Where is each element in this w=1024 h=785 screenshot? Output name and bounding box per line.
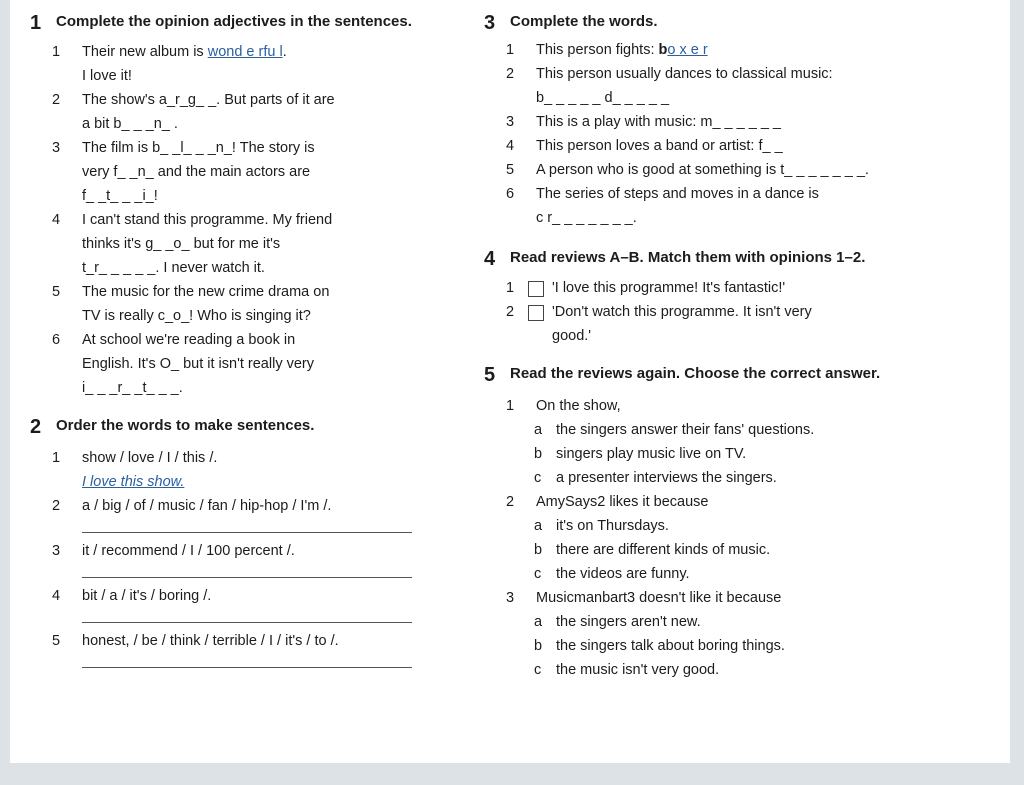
answer-option[interactable]: c the music isn't very good.	[534, 662, 720, 678]
left-column	[30, 8, 460, 674]
question: 1 On the show,	[506, 398, 621, 414]
list-item: 1 This person fights: bo x e r	[506, 42, 708, 58]
exercise-title: Read reviews A–B. Match them with opinions 1–2.	[510, 249, 866, 266]
answer-checkbox[interactable]	[528, 281, 544, 297]
list-item[interactable]: 6 At school we're reading a book in English. It's O_ but it isn't really very i_ _ _r_ _t_ _ _.	[52, 332, 314, 396]
exercise-5	[484, 362, 1004, 682]
exercise-title: Complete the words.	[510, 13, 658, 30]
exercise-title: Complete the opinion adjectives in the sentences.	[56, 13, 412, 30]
list-item: 2 'Don't watch this programme. It isn't very good.'	[506, 304, 812, 344]
list-item: 2 a / big / of / music / fan / hip-hop / I'm /.	[30, 494, 460, 539]
exercise-number: 3	[484, 12, 496, 34]
question: 3 Musicmanbart3 doesn't like it because	[506, 590, 782, 606]
page-edge-right	[1010, 0, 1024, 785]
list-item[interactable]: 2 This person usually dances to classical music: b_ _ _ _ _ d_ _ _ _ _	[506, 66, 833, 106]
exercise-title: Order the words to make sentences.	[56, 417, 315, 434]
exercise-number: 1	[30, 12, 42, 34]
answer-option[interactable]: b singers play music live on TV.	[534, 446, 747, 462]
example-answer: I love this show.	[82, 474, 185, 490]
answer-option[interactable]: c the videos are funny.	[534, 566, 690, 582]
exercise-3	[484, 10, 1004, 230]
list-item: 1 Their new album is wond e rfu l. I love it!	[52, 44, 287, 84]
list-item[interactable]: 6 The series of steps and moves in a dance is c r_ _ _ _ _ _ _.	[506, 186, 819, 226]
answer-line[interactable]	[82, 610, 412, 623]
filled-answer: wond e rfu l	[207, 44, 283, 60]
list-item: 4 bit / a / it's / boring /.	[30, 584, 460, 629]
question: 2 AmySays2 likes it because	[506, 494, 709, 510]
exercise-2	[30, 414, 460, 674]
list-item[interactable]: 5 The music for the new crime drama on TV is really c_o_! Who is singing it?	[52, 284, 330, 324]
exercise-1	[30, 10, 460, 400]
answer-option[interactable]: a the singers aren't new.	[534, 614, 701, 630]
answer-option[interactable]: a it's on Thursdays.	[534, 518, 669, 534]
list-item[interactable]: 5 A person who is good at something is t_ _ _ _ _ _ _.	[506, 162, 869, 178]
list-item: 5 honest, / be / think / terrible / I / it's / to /.	[30, 629, 460, 674]
exercise-number: 4	[484, 248, 496, 270]
exercise-title: Read the reviews again. Choose the correct answer.	[510, 365, 881, 382]
answer-option[interactable]: c a presenter interviews the singers.	[534, 470, 777, 486]
filled-answer: o x e r	[667, 42, 708, 58]
list-item: 3 it / recommend / I / 100 percent /.	[30, 539, 460, 584]
list-item[interactable]: 3 This is a play with music: m_ _ _ _ _ _	[506, 114, 781, 130]
answer-option[interactable]: b there are different kinds of music.	[534, 542, 771, 558]
answer-option[interactable]: a the singers answer their fans' questions.	[534, 422, 815, 438]
answer-checkbox[interactable]	[528, 305, 544, 321]
list-item: 1 show / love / I / this /. I love this show.	[30, 446, 460, 494]
list-item[interactable]: 4 I can't stand this programme. My friend thinks it's g_ _o_ but for me it's t_r_ _ _ _ _. I never watch it.	[52, 212, 333, 276]
answer-line[interactable]	[82, 655, 412, 668]
list-item[interactable]: 2 The show's a_r_g_ _. But parts of it are a bit b_ _ _n_ .	[52, 92, 335, 132]
list-item[interactable]: 4 This person loves a band or artist: f_ _	[506, 138, 783, 154]
answer-option[interactable]: b the singers talk about boring things.	[534, 638, 785, 654]
page-edge-bottom	[0, 763, 1024, 785]
right-column	[484, 8, 1004, 682]
page-edge-left	[0, 0, 10, 785]
answer-line[interactable]	[82, 565, 412, 578]
exercise-number: 2	[30, 416, 42, 438]
list-item[interactable]: 3 The film is b_ _l_ _ _n_! The story is very f_ _n_ and the main actors are f_ _t_ _ _i_!	[52, 140, 315, 204]
answer-line[interactable]	[82, 520, 412, 533]
exercise-number: 5	[484, 364, 496, 386]
exercise-4	[484, 246, 1004, 348]
list-item: 1 'I love this programme! It's fantastic!'	[506, 280, 786, 296]
